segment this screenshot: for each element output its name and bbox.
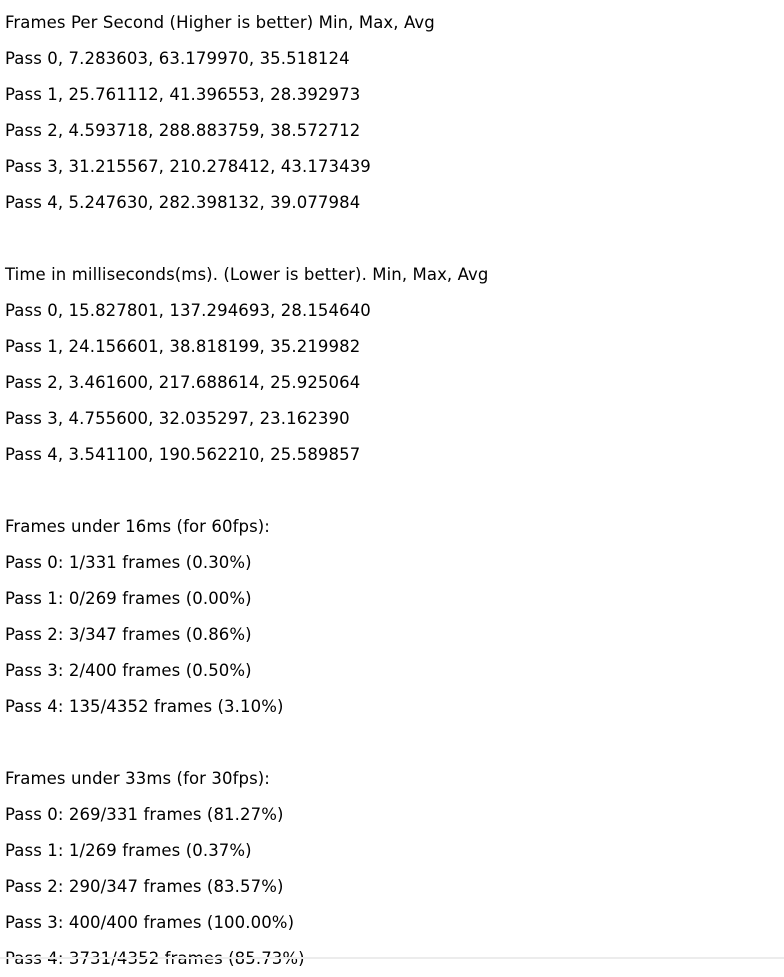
result-line: Pass 4, 3.541100, 190.562210, 25.589857 (5, 445, 361, 464)
result-line: Pass 3: 400/400 frames (100.00%) (5, 913, 295, 932)
frame-time-section (5, 257, 489, 473)
result-line: Pass 3, 31.215567, 210.278412, 43.173439 (5, 157, 371, 176)
fps-section (5, 5, 489, 221)
section-header: Frames Per Second (Higher is better) Min, Max, Avg (5, 13, 435, 32)
section-header: Frames under 33ms (for 30fps): (5, 769, 270, 788)
blank-line (5, 473, 489, 509)
result-line: Pass 3: 2/400 frames (0.50%) (5, 661, 252, 680)
result-line: Pass 1: 0/269 frames (0.00%) (5, 589, 252, 608)
section-header: Time in milliseconds(ms). (Lower is better). Min, Max, Avg (5, 265, 489, 284)
result-line: Pass 4: 135/4352 frames (3.10%) (5, 697, 284, 716)
result-line: Pass 1: 1/269 frames (0.37%) (5, 841, 252, 860)
result-line: Pass 0, 15.827801, 137.294693, 28.154640 (5, 301, 371, 320)
blank-line (5, 221, 489, 257)
result-line (5, 941, 489, 977)
result-line: Pass 1, 24.156601, 38.818199, 35.219982 (5, 337, 361, 356)
blank-line (5, 725, 489, 761)
result-line: Pass 3, 4.755600, 32.035297, 23.162390 (5, 409, 350, 428)
result-line: Pass 2, 3.461600, 217.688614, 25.925064 (5, 373, 361, 392)
result-line: Pass 4, 5.247630, 282.398132, 39.077984 (5, 193, 361, 212)
benchmark-report (5, 5, 489, 977)
result-line: Pass 2: 3/347 frames (0.86%) (5, 625, 252, 644)
result-line: Pass 2, 4.593718, 288.883759, 38.572712 (5, 121, 361, 140)
result-line: Pass 0: 1/331 frames (0.30%) (5, 553, 252, 572)
result-line: Pass 2: 290/347 frames (83.57%) (5, 877, 284, 896)
result-line: Pass 1, 25.761112, 41.396553, 28.392973 (5, 85, 361, 104)
result-line: Pass 0, 7.283603, 63.179970, 35.518124 (5, 49, 350, 68)
under-33ms-section (5, 761, 489, 977)
result-line: Pass 0: 269/331 frames (81.27%) (5, 805, 284, 824)
under-16ms-section (5, 509, 489, 725)
section-header: Frames under 16ms (for 60fps): (5, 517, 270, 536)
